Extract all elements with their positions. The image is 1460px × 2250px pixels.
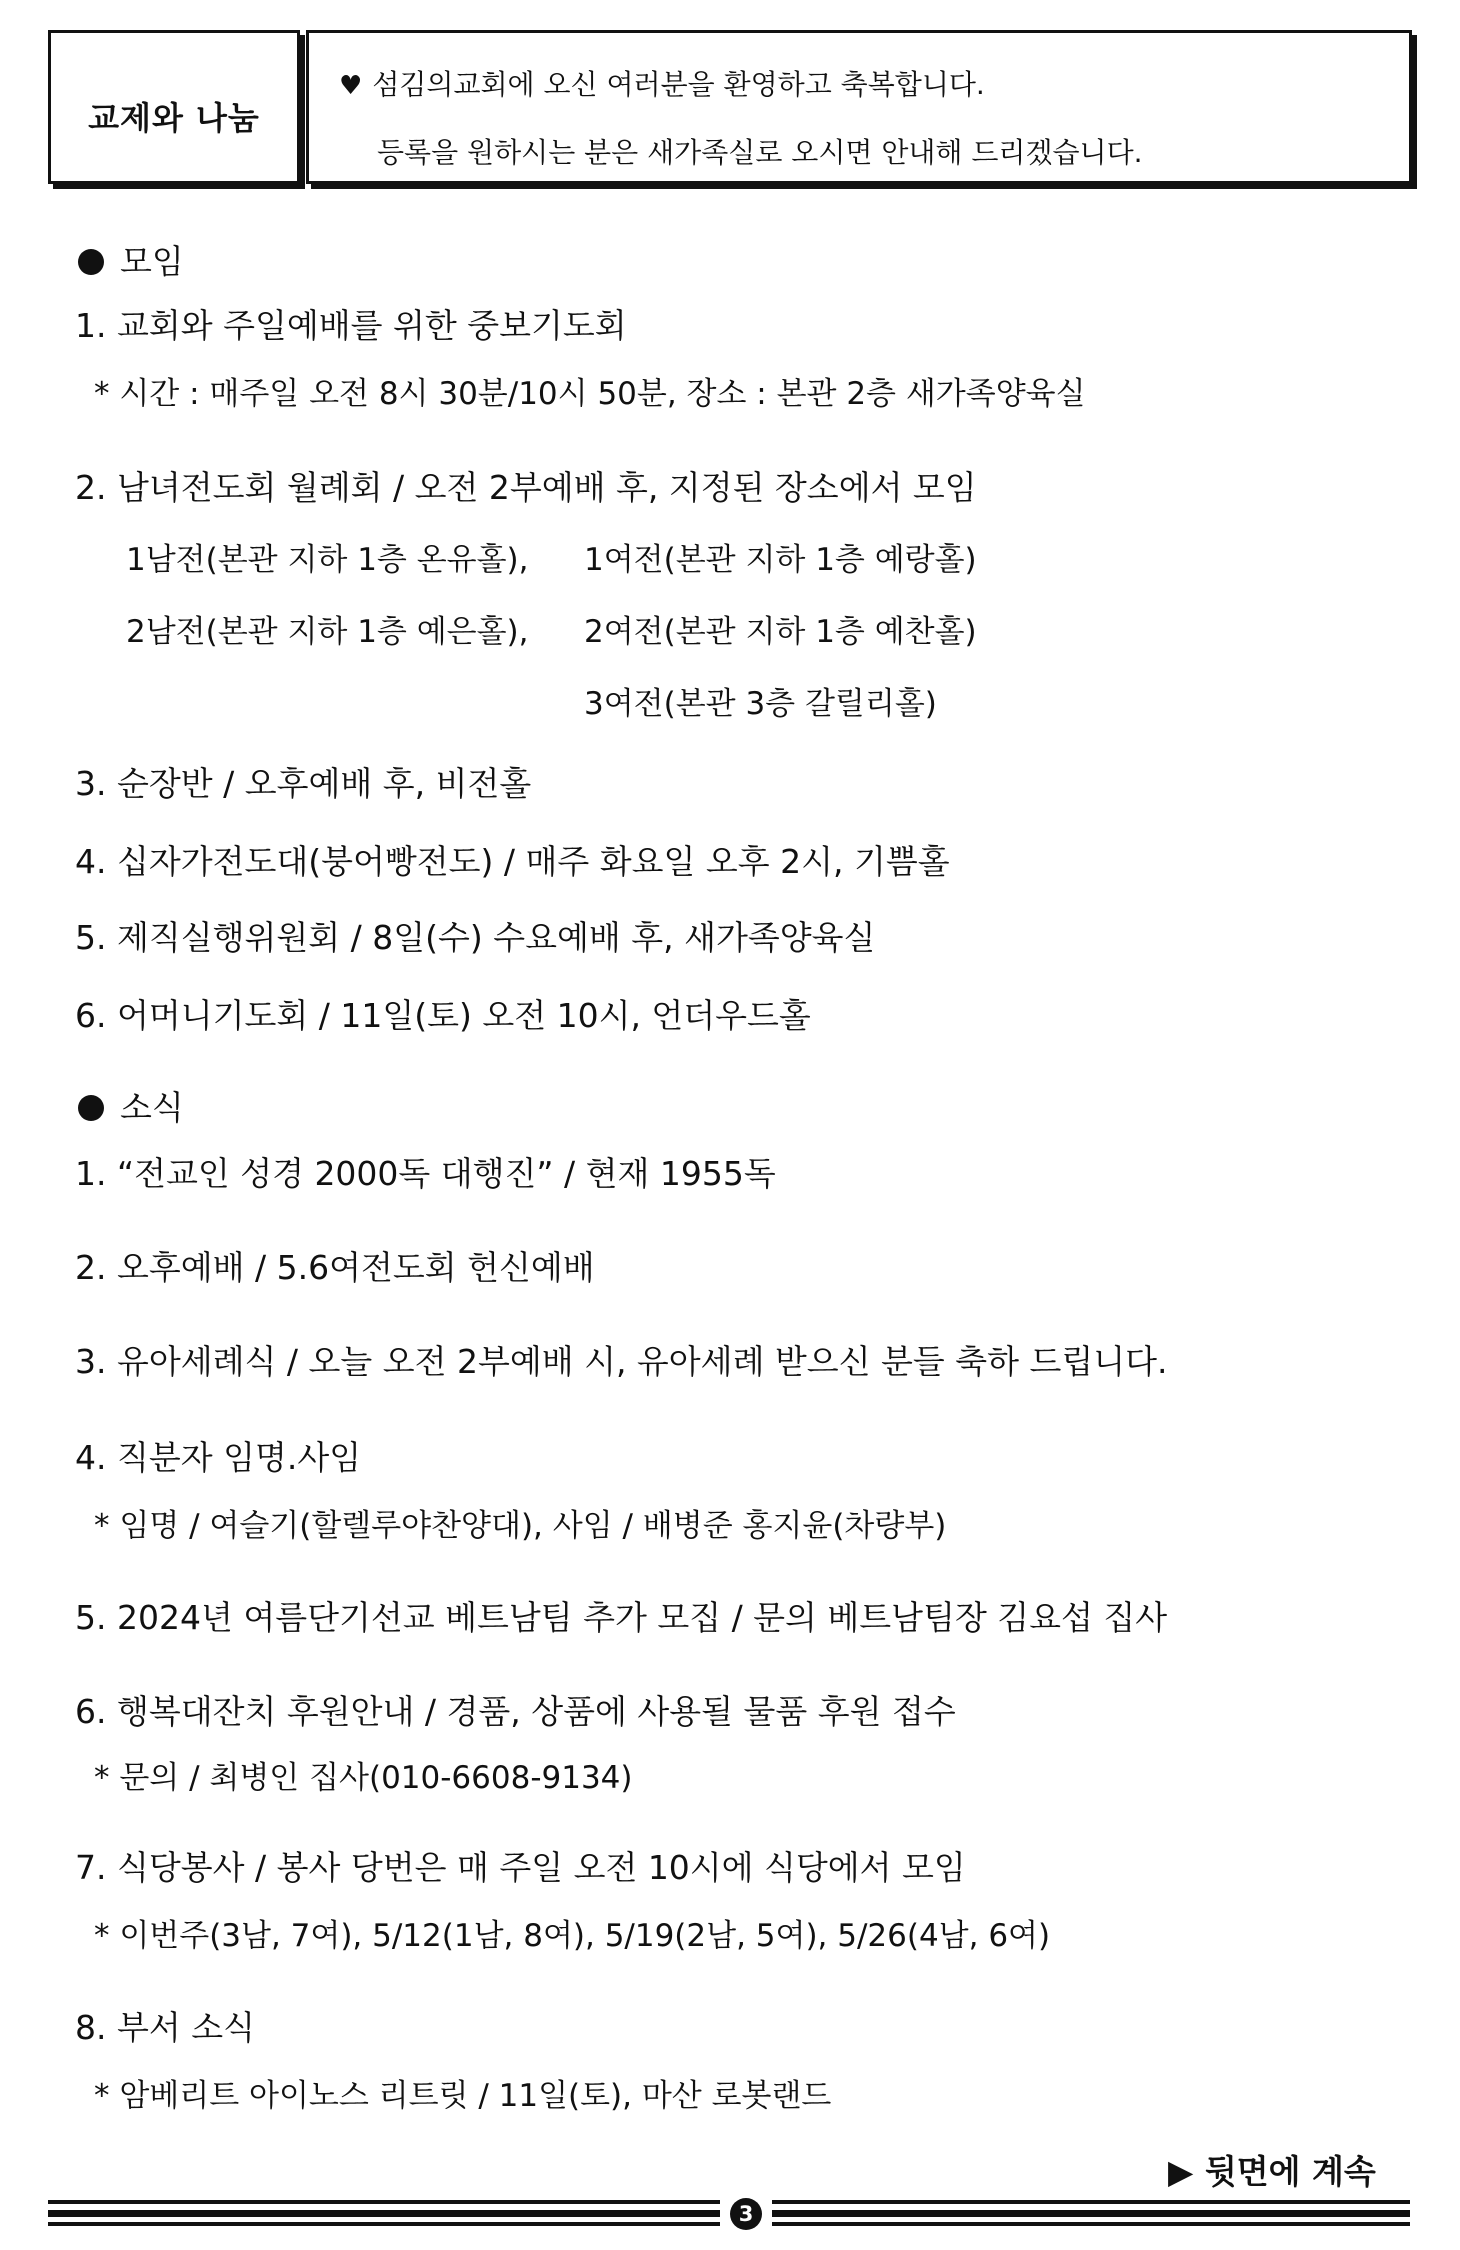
- news-heading: 소식: [78, 1082, 184, 1129]
- news-item-2: 2. 오후예배 / 5.6여전도회 헌신예배: [75, 1248, 595, 1287]
- news-item-6-detail: * 문의 / 최병인 집사(010-6608-9134): [94, 1760, 633, 1796]
- meeting-item-2-men1: 1남전(본관 지하 1층 온유홀),: [126, 542, 529, 578]
- news-item-6: 6. 행복대잔치 후원안내 / 경품, 상품에 사용될 물품 후원 접수: [75, 1692, 956, 1731]
- footer-rule-right-top: [772, 2200, 1410, 2204]
- footer-rule-right-bottom: [772, 2222, 1410, 2226]
- heart-icon: ♥: [339, 71, 363, 101]
- footer-rule-left-top: [48, 2200, 720, 2204]
- meeting-item-2-men2: 2남전(본관 지하 1층 예은홀),: [126, 614, 529, 650]
- footer-rule-left-mid: [48, 2210, 720, 2217]
- continued-on-back: ▶ 뒷면에 계속: [1168, 2152, 1376, 2191]
- meeting-item-2-women3: 3여전(본관 3층 갈릴리홀): [584, 686, 937, 722]
- meeting-item-6: 6. 어머니기도회 / 11일(토) 오전 10시, 언더우드홀: [75, 996, 811, 1035]
- bullet-icon: [78, 1095, 104, 1121]
- news-item-3: 3. 유아세례식 / 오늘 오전 2부예배 시, 유아세례 받으신 분들 축하 드립니다.: [75, 1342, 1168, 1381]
- bullet-icon: [78, 249, 104, 275]
- meeting-item-3: 3. 순장반 / 오후예배 후, 비전홀: [75, 764, 532, 803]
- meeting-item-5: 5. 제직실행위원회 / 8일(수) 수요예배 후, 새가족양육실: [75, 918, 876, 957]
- news-item-4: 4. 직분자 임명.사임: [75, 1438, 362, 1477]
- meeting-item-2-women1: 1여전(본관 지하 1층 예랑홀): [584, 542, 977, 578]
- page-number: 3: [730, 2198, 762, 2230]
- welcome-line-1: ♥ 섬김의교회에 오신 여러분을 환영하고 축복합니다.: [339, 68, 985, 101]
- meeting-item-1-detail: * 시간 : 매주일 오전 8시 30분/10시 50분, 장소 : 본관 2층 새가족양육실: [94, 376, 1086, 412]
- news-item-8: 8. 부서 소식: [75, 2008, 255, 2047]
- meeting-item-2-women2: 2여전(본관 지하 1층 예찬홀): [584, 614, 977, 650]
- news-item-7: 7. 식당봉사 / 봉사 당번은 매 주일 오전 10시에 식당에서 모임: [75, 1848, 966, 1887]
- meeting-item-1: 1. 교회와 주일예배를 위한 중보기도회: [75, 306, 627, 345]
- footer-rule-left-bottom: [48, 2222, 720, 2226]
- meeting-item-4: 4. 십자가전도대(붕어빵전도) / 매주 화요일 오후 2시, 기쁨홀: [75, 842, 950, 881]
- section-title-box: [48, 30, 300, 184]
- welcome-line-2: 등록을 원하시는 분은 새가족실로 오시면 안내해 드리겠습니다.: [377, 136, 1143, 169]
- meetings-heading: 모임: [78, 236, 184, 283]
- welcome-box: [306, 30, 1412, 184]
- news-item-1: 1. “전교인 성경 2000독 대행진” / 현재 1955독: [75, 1154, 776, 1193]
- news-item-5: 5. 2024년 여름단기선교 베트남팀 추가 모집 / 문의 베트남팀장 김요섭 집사: [75, 1598, 1168, 1637]
- news-item-4-detail: * 임명 / 여슬기(할렐루야찬양대), 사임 / 배병준 홍지윤(차량부): [94, 1508, 947, 1544]
- news-item-8-detail: * 암베리트 아이노스 리트릿 / 11일(토), 마산 로봇랜드: [94, 2078, 832, 2114]
- news-item-7-detail: * 이번주(3남, 7여), 5/12(1남, 8여), 5/19(2남, 5여), 5/26(4남, 6여): [94, 1918, 1051, 1954]
- meeting-item-2: 2. 남녀전도회 월례회 / 오전 2부예배 후, 지정된 장소에서 모임: [75, 468, 977, 507]
- footer-rule-right-mid: [772, 2210, 1410, 2217]
- section-title: 교제와 나눔: [88, 99, 260, 137]
